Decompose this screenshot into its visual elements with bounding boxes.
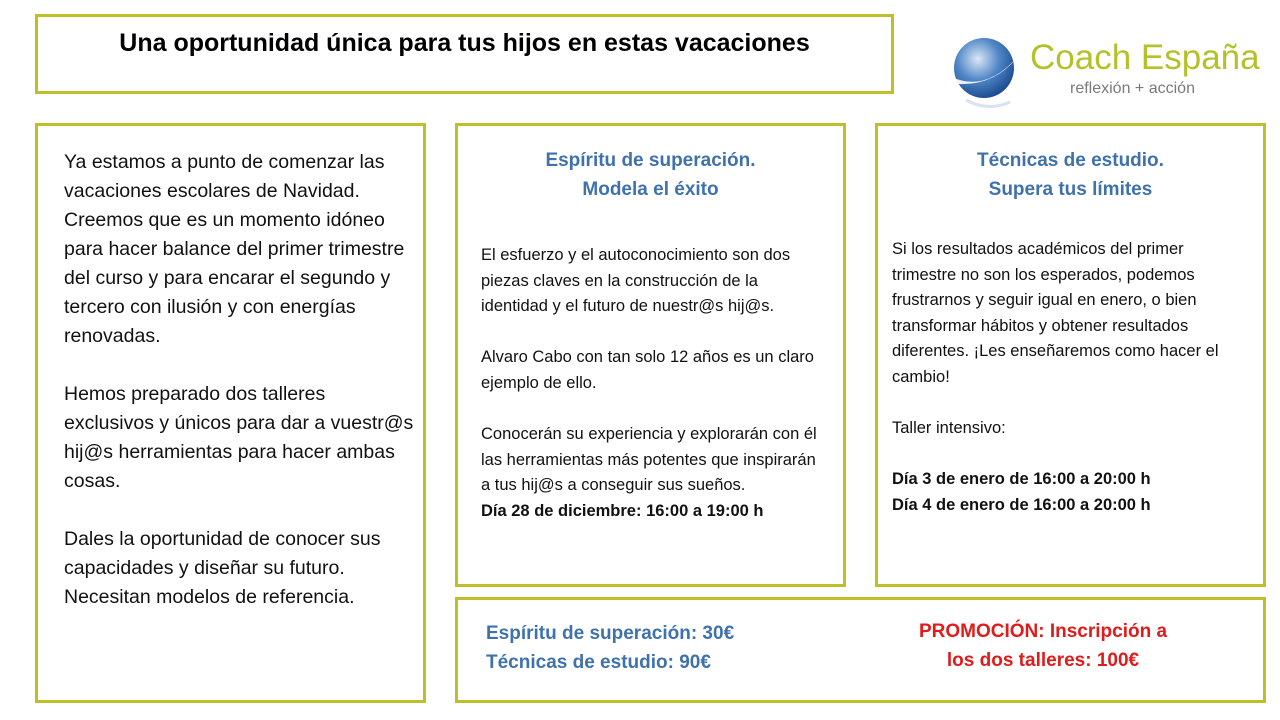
intro-paragraph: Dales la oportunidad de conocer sus capacidades y diseñar su futuro. Necesitan modelos de referencia. [64, 528, 381, 608]
workshop-superacion-body [481, 243, 826, 525]
body-paragraph: Conocerán su experiencia y explorarán con él las herramientas más potentes que inspirarán a tus hij@s a conseguir sus sueños. [481, 425, 817, 495]
intro-paragraph: Hemos preparado dos talleres exclusivos y únicos para dar a vuestr@s hij@s herramientas para hacer ambas cosas. [64, 383, 414, 492]
workshop-date: Día 4 de enero de 16:00 a 20:00 h [892, 495, 1151, 514]
price-superacion: Espíritu de superación: 30€ [486, 623, 735, 644]
promo-line: PROMOCIÓN: Inscripción a [918, 621, 1168, 642]
globe-swoosh-icon [948, 30, 1028, 120]
coach-espana-logo [948, 30, 1268, 120]
title-box [35, 14, 894, 94]
body-paragraph: Alvaro Cabo con tan solo 12 años es un claro ejemplo de ello. [481, 348, 814, 392]
workshop-date: Día 3 de enero de 16:00 a 20:00 h [892, 470, 1151, 489]
body-paragraph: El esfuerzo y el autoconocimiento son dos piezas claves en la construcción de la identidad y el futuro de nuestr@s hij@s. [481, 246, 791, 316]
workshop-superacion-title [458, 146, 843, 204]
logo-tagline: reflexión + acción [1070, 80, 1195, 97]
title-line: Técnicas de estudio. [977, 150, 1164, 171]
intro-box [35, 123, 426, 703]
workshop-estudio-body [892, 237, 1237, 519]
intro-paragraph: Ya estamos a punto de comenzar las vacaciones escolares de Navidad. Creemos que es un momento idóneo para hacer balance del primer trimestre del curso y para encarar el segundo y tercero con ilusión y con energías renovadas. [64, 151, 405, 347]
intro-text [64, 148, 414, 641]
title-line: Supera tus límites [988, 179, 1153, 200]
promo-line: los dos talleres: 100€ [946, 650, 1140, 671]
body-paragraph: Taller intensivo: [892, 419, 1006, 438]
promotion [888, 617, 1198, 675]
workshop-date: Día 28 de diciembre: 16:00 a 19:00 h [481, 501, 764, 520]
price-list [486, 619, 734, 677]
title-line: Modela el éxito [582, 179, 719, 200]
workshop-estudio-box [875, 123, 1266, 587]
title-line: Espíritu de superación. [545, 150, 756, 171]
body-paragraph: Si los resultados académicos del primer trimestre no son los esperados, podemos frustrarnos y seguir igual en enero, o bien transformar hábitos y obtener resultados diferentes. ¡Les enseñaremos como hacer el cambio! [892, 240, 1219, 386]
workshop-superacion-box [455, 123, 846, 587]
logo-name: Coach España [1030, 38, 1260, 77]
price-estudio: Técnicas de estudio: 90€ [486, 652, 711, 673]
page-title: Una oportunidad única para tus hijos en estas vacaciones [119, 29, 810, 57]
workshop-estudio-title [878, 146, 1263, 204]
pricing-box [455, 597, 1266, 703]
